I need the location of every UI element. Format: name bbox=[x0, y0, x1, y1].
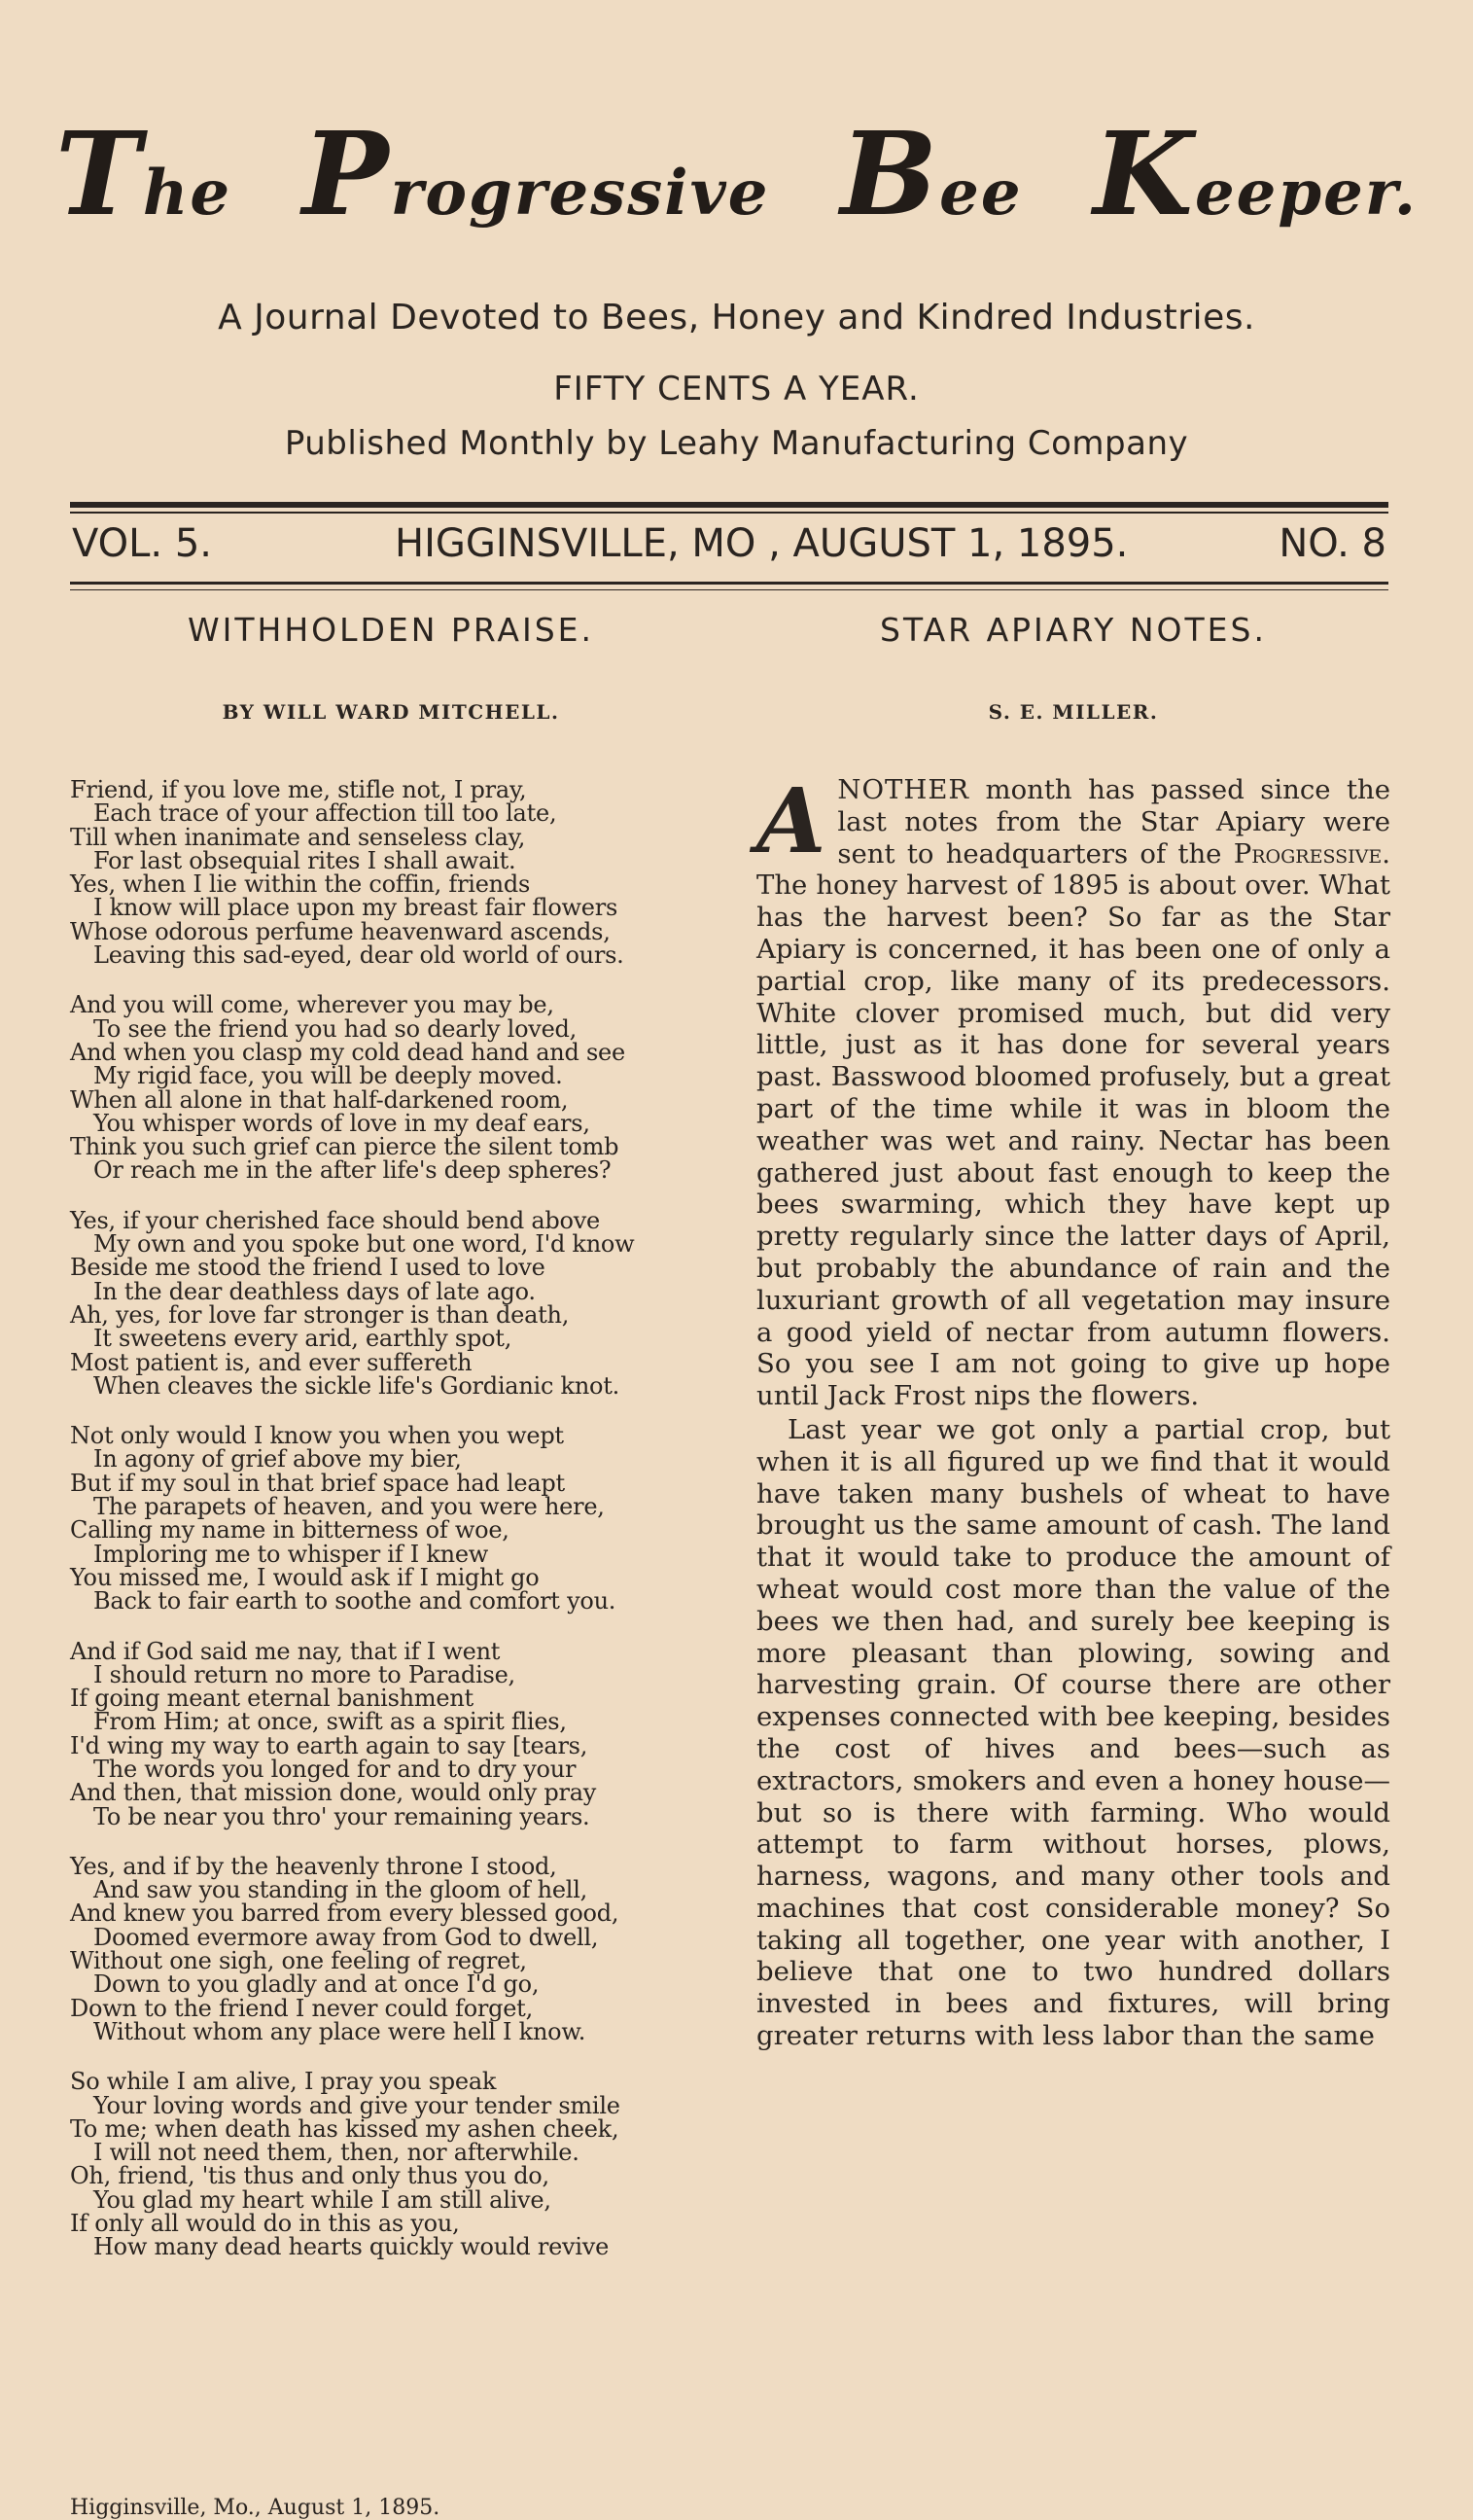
poem-line: From Him; at once, swift as a spirit flies, bbox=[93, 1708, 567, 1736]
article-byline: S. E. MILLER. bbox=[988, 700, 1159, 724]
subscription-price: FIFTY CENTS A YEAR. bbox=[553, 370, 920, 408]
poem-line: But if my soul in that brief space had leapt bbox=[70, 1469, 565, 1497]
poem-line: To be near you thro' your remaining years. bbox=[93, 1802, 590, 1830]
poem-line: For last obsequial rites I shall await. bbox=[93, 846, 516, 874]
poem-line: I'd wing my way to earth again to say [tears, bbox=[70, 1731, 588, 1759]
poem-line: And if God said me nay, that if I went bbox=[70, 1637, 501, 1665]
poem-line: You missed me, I would ask if I might go bbox=[70, 1563, 540, 1591]
poem-line: To me; when death has kissed my ashen cheek, bbox=[70, 2114, 619, 2143]
poem-line: And when you clasp my cold dead hand and see bbox=[70, 1038, 625, 1066]
issue-rule-bottom-fine bbox=[70, 589, 1388, 590]
poem-line: And saw you standing in the gloom of hell, bbox=[93, 1876, 588, 1904]
poem-stanza bbox=[70, 1637, 712, 1830]
poem-line: Without whom any place were hell I know. bbox=[93, 2017, 586, 2045]
issue-number: NO. 8 bbox=[1279, 521, 1386, 566]
poem-line: Calling my name in bitterness of woe, bbox=[70, 1516, 509, 1544]
article-paragraph: Last year we got only a partial crop, but when it is all figured up we find that it would have taken many bushels of wheat to have brought us the same amount of cash. The land that it would take to produce the amount of wheat would cost more than the value of the bees we then had, and surely bee keeping is more pleasant than plowing, sowing and harvesting grain. Of course there are other expenses connected with bee keeping, besides the cost of hives and bees—such as extractors, smokers and even a honey house—but so is there with farming. Who would attempt to farm without horses, plows, harness, wagons, and many other tools and machines that cost considerable money? So taking all together, one year with another, I believe that one to two hundred dollars invested in bees and fixtures, will bring greater returns with less labor than the same bbox=[756, 1413, 1390, 2052]
poem-line: How many dead hearts quickly would revive bbox=[93, 2233, 610, 2261]
masthead-rule-thick bbox=[70, 502, 1388, 508]
poem-line: My own and you spoke but one word, I'd know bbox=[93, 1230, 635, 1259]
title-word-4: Keeper. bbox=[1093, 106, 1418, 241]
poem-signoff: Higginsville, Mo., August 1, 1895. bbox=[70, 2496, 440, 2520]
lead-word: NOTHER bbox=[837, 774, 970, 805]
title-word-2: Progressive bbox=[301, 106, 770, 241]
poem-body bbox=[70, 778, 712, 2286]
poem-line: Each trace of your affection till too late, bbox=[93, 799, 557, 828]
poem-line: Oh, friend, 'tis thus and only thus you do, bbox=[70, 2162, 549, 2190]
poem-line: Down to you gladly and at once I'd go, bbox=[93, 1970, 540, 1999]
poem-line: Or reach me in the after life's deep spheres? bbox=[93, 1156, 612, 1185]
article-title: STAR APIARY NOTES. bbox=[880, 611, 1267, 649]
poem-line: If only all would do in this as you, bbox=[70, 2210, 460, 2238]
poem-stanza bbox=[70, 991, 712, 1185]
article-body bbox=[756, 768, 1390, 2052]
poem-line: And then, that mission done, would only pray bbox=[70, 1779, 597, 1807]
poem-line: Without one sigh, one feeling of regret, bbox=[70, 1947, 527, 1975]
paragraph-text: month has passed since the last notes from the Star Apiary were sent to headquarters of the bbox=[837, 774, 1390, 870]
poem-byline: BY WILL WARD MITCHELL. bbox=[222, 700, 560, 724]
journal-subtitle: A Journal Devoted to Bees, Honey and Kindred Industries. bbox=[218, 298, 1255, 337]
poem-line: You glad my heart while I am still alive, bbox=[93, 2185, 551, 2214]
poem-line: I know will place upon my breast fair flowers bbox=[93, 894, 618, 922]
poem-line: To see the friend you had so dearly loved, bbox=[93, 1014, 578, 1043]
poem-line: Till when inanimate and senseless clay, bbox=[70, 823, 526, 851]
poem-line: If going meant eternal banishment bbox=[70, 1685, 473, 1713]
poem-line: The words you longed for and to dry your bbox=[93, 1755, 577, 1783]
poem-line: Yes, when I lie within the coffin, friends bbox=[70, 870, 531, 899]
drop-cap: A bbox=[756, 768, 826, 873]
poem-line: And you will come, wherever you may be, bbox=[70, 991, 554, 1019]
issue-rule-bottom bbox=[70, 582, 1388, 585]
paragraph-text: The honey harvest of 1895 is about over. What has the harvest been? So far as the Star Apiary is concerned, it has been one of only a partial crop, like many of its predecessors. White clover promised much, but did very little, just as it has done for several years past. Basswood bloomed profusely, but a great part of the time while it was in bloom the weather was wet and rainy. Nectar has been gathered just about fast enough to keep the bees swarming, which they have kept up pretty regularly since the latter days of April, but probably the abundance of rain and the luxuriant growth of all vegetation may insure a good yield of nectar from autumn flowers. So you see I am not going to give up hope until Jack Frost nips the flowers. bbox=[756, 870, 1390, 1412]
poem-stanza bbox=[70, 1206, 712, 1400]
poem-line: You whisper words of love in my deaf ears, bbox=[93, 1109, 590, 1137]
poem-line: In the dear deathless days of late ago. bbox=[93, 1277, 536, 1305]
poem-line: And knew you barred from every blessed good, bbox=[70, 1899, 619, 1928]
journal-title bbox=[0, 106, 1473, 241]
poem-line: So while I am alive, I pray you speak bbox=[70, 2068, 497, 2096]
poem-line: In agony of grief above my bier, bbox=[93, 1445, 462, 1473]
poem-line: I should return no more to Paradise, bbox=[93, 1660, 515, 1688]
volume-number: VOL. 5. bbox=[72, 521, 213, 566]
poem-line: Friend, if you love me, stifle not, I pray, bbox=[70, 776, 527, 803]
poem-line: Yes, and if by the heavenly throne I stood, bbox=[70, 1852, 557, 1880]
article-paragraph bbox=[756, 768, 1390, 1412]
poem-line: Leaving this sad-eyed, dear old world of ours. bbox=[93, 941, 624, 970]
publisher-line: Published Monthly by Leahy Manufacturing Company bbox=[284, 424, 1189, 463]
poem-line: When all alone in that half-darkened room, bbox=[70, 1085, 569, 1114]
poem-line: Doomed evermore away from God to dwell, bbox=[93, 1923, 599, 1951]
poem-stanza bbox=[70, 1852, 712, 2045]
poem-line: My rigid face, you will be deeply moved. bbox=[93, 1062, 563, 1090]
poem-line: Not only would I know you when you wept bbox=[70, 1422, 564, 1450]
poem-title: WITHHOLDEN PRAISE. bbox=[187, 611, 595, 649]
journal-name-smallcaps: Progressive. bbox=[1233, 837, 1390, 870]
poem-stanza bbox=[70, 1424, 712, 1613]
poem-line: Down to the friend I never could forget, bbox=[70, 1994, 533, 2022]
poem-line: Whose odorous perfume heavenward ascends, bbox=[70, 917, 611, 945]
title-word-3: Bee bbox=[840, 106, 1023, 241]
poem-line: It sweetens every arid, earthly spot, bbox=[93, 1325, 512, 1353]
poem-stanza bbox=[70, 776, 712, 970]
poem-stanza bbox=[70, 2068, 712, 2261]
poem-line: Yes, if your cherished face should bend above bbox=[70, 1206, 600, 1234]
masthead bbox=[0, 106, 1473, 241]
masthead-rule-thin bbox=[70, 512, 1388, 514]
place-and-date: HIGGINSVILLE, MO , AUGUST 1, 1895. bbox=[395, 521, 1129, 566]
poem-line: Back to fair earth to soothe and comfort you. bbox=[93, 1587, 616, 1615]
title-word-1: The bbox=[55, 106, 232, 241]
poem-line: Think you such grief can pierce the silent tomb bbox=[70, 1133, 619, 1161]
poem-line: Most patient is, and ever suffereth bbox=[70, 1348, 473, 1376]
poem-line: Your loving words and give your tender smile bbox=[93, 2091, 620, 2119]
issue-line bbox=[70, 521, 1388, 576]
poem-line: Imploring me to whisper if I knew bbox=[93, 1540, 489, 1568]
poem-line: I will not need them, then, nor afterwhile. bbox=[93, 2139, 579, 2167]
poem-line: When cleaves the sickle life's Gordianic knot. bbox=[93, 1371, 620, 1400]
poem-column bbox=[70, 611, 712, 2520]
poem-line: Ah, yes, for love far stronger is than death, bbox=[70, 1300, 570, 1329]
article-column bbox=[756, 611, 1390, 2052]
poem-line: Beside me stood the friend I used to love bbox=[70, 1254, 545, 1282]
poem-line: The parapets of heaven, and you were here, bbox=[93, 1493, 605, 1521]
